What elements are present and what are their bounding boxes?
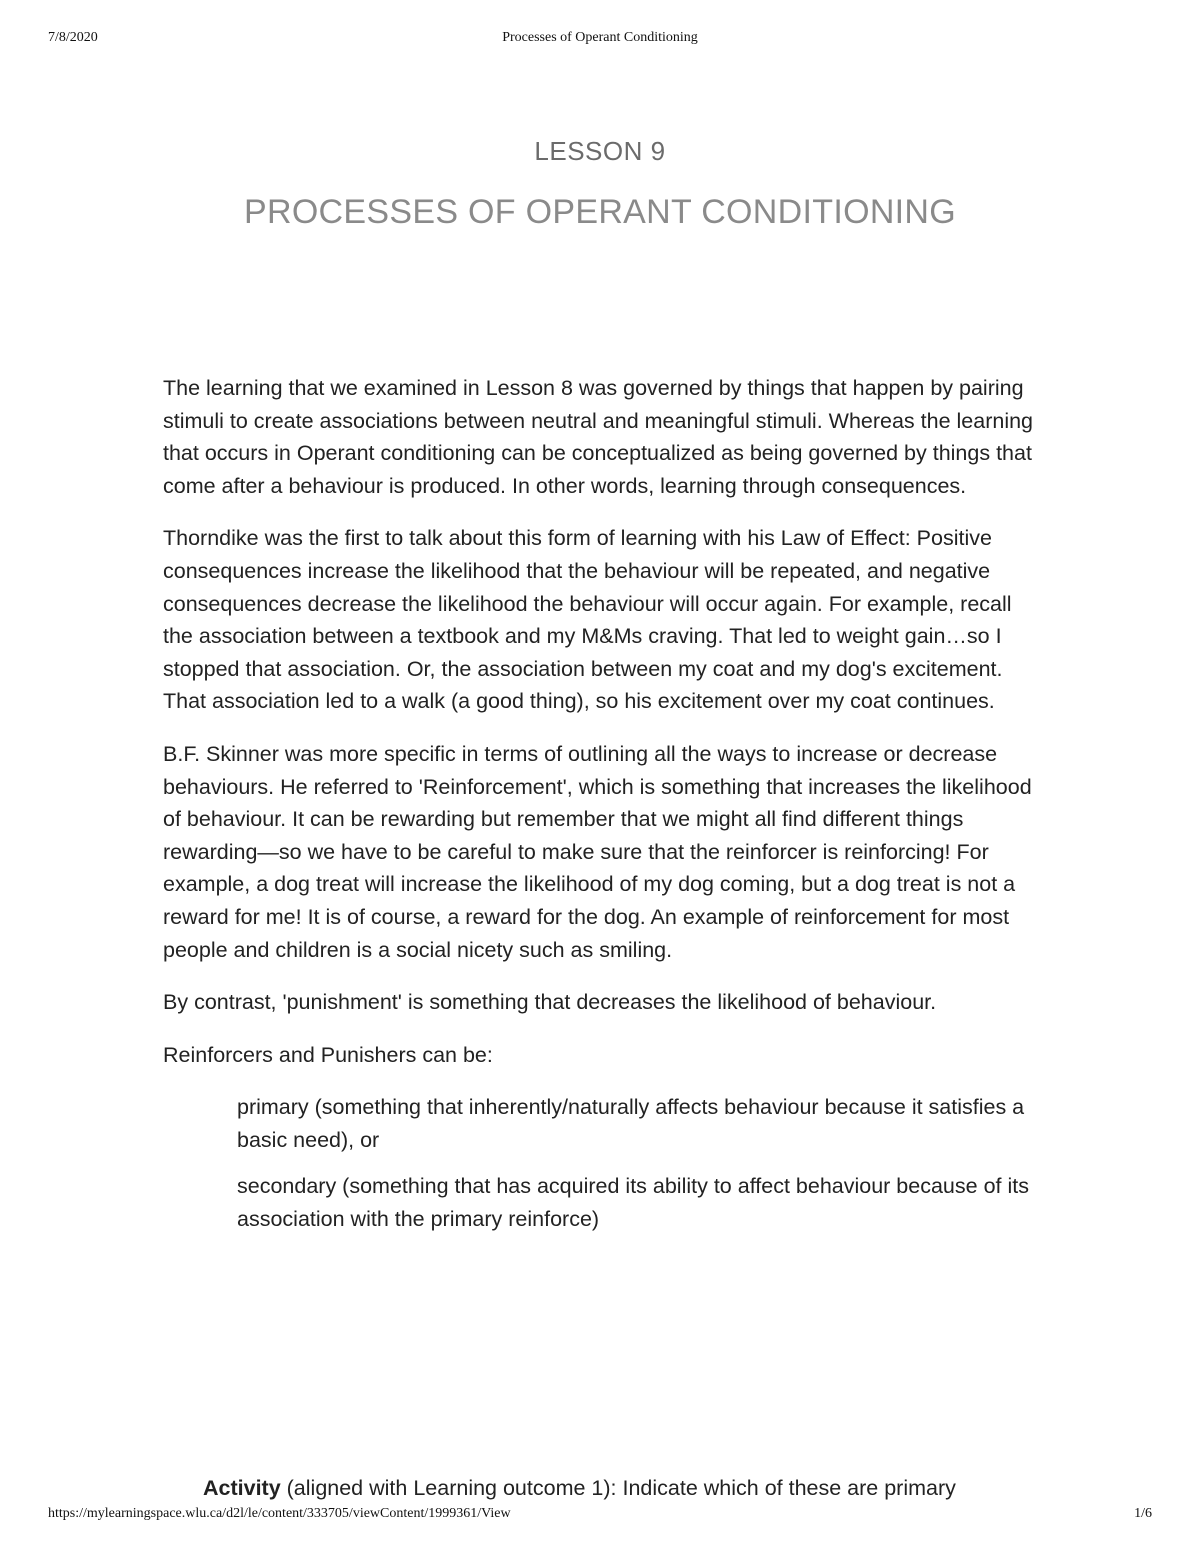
print-page-title: Processes of Operant Conditioning: [502, 30, 698, 45]
activity-label: Activity: [203, 1476, 281, 1500]
reinforcer-types-list: [163, 1091, 1043, 1235]
print-date: 7/8/2020: [48, 30, 98, 45]
print-header: [48, 30, 1152, 50]
paragraph-punishment: By contrast, 'punishment' is something that decreases the likelihood of behaviour.: [163, 990, 937, 1015]
print-footer: [48, 1506, 1152, 1526]
activity-prompt: [203, 1472, 1103, 1504]
print-page-number: 1/6: [1134, 1506, 1152, 1521]
lesson-title: PROCESSES OF OPERANT CONDITIONING: [243, 193, 957, 231]
print-url[interactable]: https://mylearningspace.wlu.ca/d2l/le/content/333705/viewContent/1999361/View: [48, 1506, 511, 1521]
paragraph-skinner: B.F. Skinner was more specific in terms of outlining all the ways to increase or decrease behaviours. He referred to 'Reinforcement', which is something that increases the likelihood of behaviour. It can be rewarding but remember that we might all find different things rewarding—so we have to be careful to make sure that the reinforcer is reinforcing! For example, a dog treat will increase the likelihood of my dog coming, but a dog treat is not a reward for me! It is of course, a reward for the dog. An example of reinforcement for most people and children is a social nicety such as smiling.: [163, 741, 1032, 962]
list-item-secondary: secondary (something that has acquired its ability to affect behaviour because of its association with the primary reinforce): [237, 1174, 1029, 1232]
lesson-label: LESSON 9: [534, 136, 666, 166]
list-item-primary: primary (something that inherently/naturally affects behaviour because it satisfies a basic need), or: [237, 1095, 1025, 1152]
lesson-content: [163, 372, 1043, 1250]
activity-text: (aligned with Learning outcome 1): Indicate which of these are primary: [280, 1476, 956, 1500]
paragraph-thorndike: Thorndike was the first to talk about this form of learning with his Law of Effect: Positive consequences increase the likelihood that the behaviour will be repeated, and negative consequences decrease the likelihood the behaviour will occur again. For example, recall the association between a textbook and my M&Ms craving. That led to weight gain…so I stopped that association. Or, the association between my coat and my dog's excitement. That association led to a walk (a good thing), so his excitement over my coat continues.: [163, 526, 1012, 714]
paragraph-intro: The learning that we examined in Lesson 8 was governed by things that happen by pairing stimuli to create associations between neutral and meaningful stimuli. Whereas the learning that occurs in Operant conditioning can be conceptualized as being governed by things that come after a behaviour is produced. In other words, learning through consequences.: [163, 376, 1034, 498]
paragraph-reinforcer-types-intro: Reinforcers and Punishers can be:: [163, 1042, 493, 1067]
